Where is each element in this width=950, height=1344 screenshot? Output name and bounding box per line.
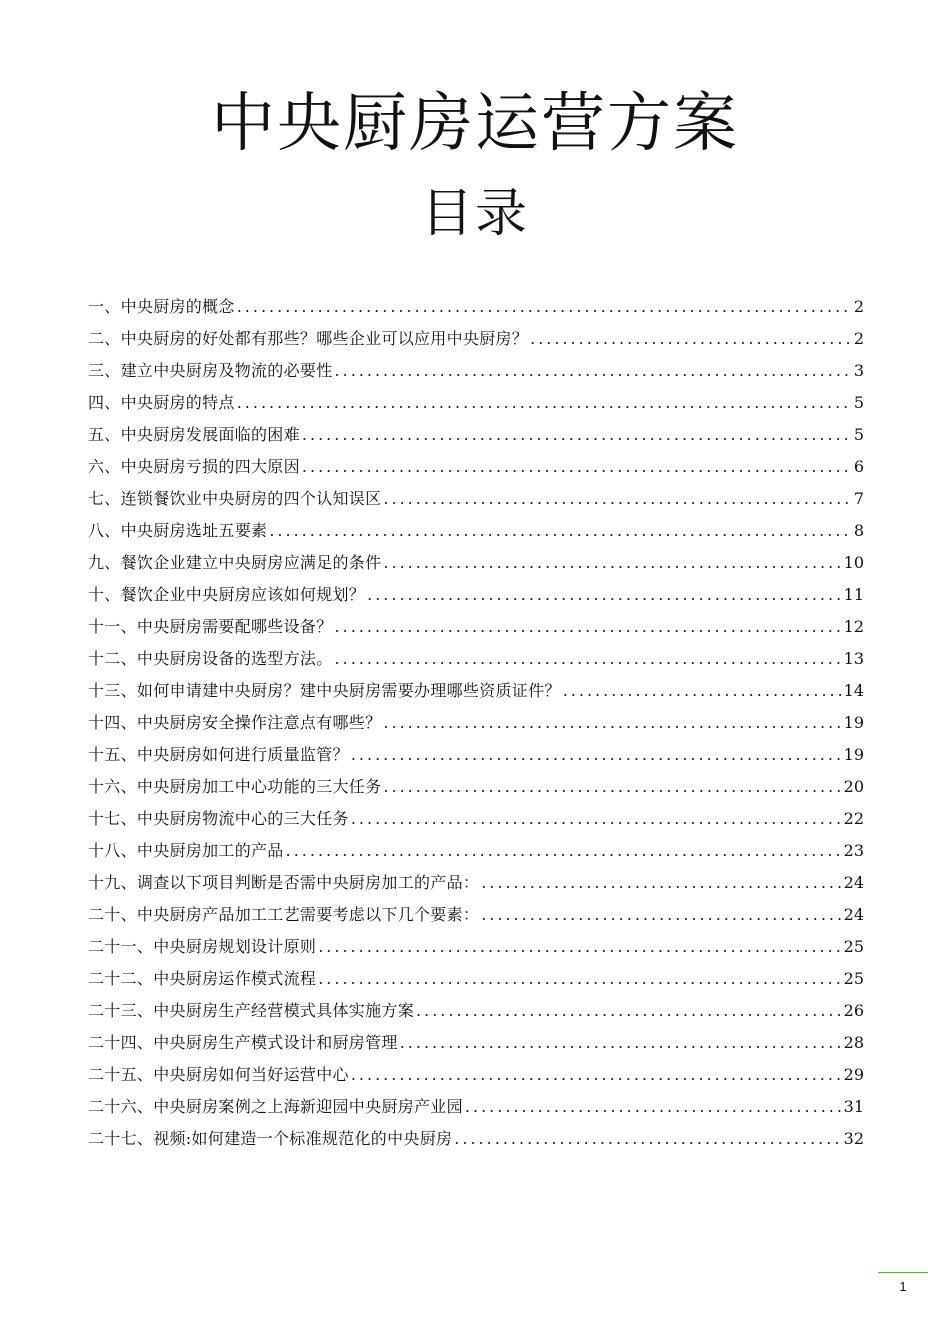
toc-entry-text: 六、中央厨房亏损的四大原因 (88, 457, 300, 476)
toc-heading: 目录 (420, 184, 529, 244)
toc-entry-page: 19 (843, 745, 864, 764)
toc-entry-page: 32 (843, 1129, 864, 1148)
toc-entry[interactable] (88, 643, 864, 675)
toc-leader-dots (481, 867, 841, 899)
toc-entry-page: 11 (843, 585, 864, 604)
toc-leader-dots (302, 419, 852, 451)
toc-entry-text: 十九、调查以下项目判断是否需中央厨房加工的产品： (88, 873, 480, 892)
toc-leader-dots (351, 739, 842, 771)
toc-entry-page: 6 (853, 457, 864, 476)
toc-leader-dots (351, 1059, 842, 1091)
toc-entry[interactable] (88, 931, 864, 963)
toc-leader-dots (335, 611, 842, 643)
toc-entry-page: 23 (843, 841, 864, 860)
footer-rule (878, 1272, 928, 1273)
toc-entry-page: 2 (853, 329, 864, 348)
toc-entry-page: 8 (853, 521, 864, 540)
toc-entry[interactable] (88, 547, 864, 579)
toc-entry-page: 5 (853, 425, 864, 444)
toc-entry-page: 22 (843, 809, 864, 828)
toc-entry[interactable] (88, 675, 864, 707)
toc-leader-dots (416, 995, 842, 1027)
toc-entry-page: 31 (843, 1097, 864, 1116)
toc-leader-dots (383, 483, 851, 515)
toc-entry-text: 二十、中央厨房产品加工工艺需要考虑以下几个要素： (88, 905, 480, 924)
toc-entry-page: 26 (843, 1001, 864, 1020)
toc-entry-page: 25 (843, 969, 864, 988)
toc-entry[interactable] (88, 739, 864, 771)
toc-entry[interactable] (88, 867, 864, 899)
toc-leader-dots (465, 1091, 842, 1123)
toc-entry-page: 13 (843, 649, 864, 668)
toc-entry[interactable] (88, 355, 864, 387)
toc-entry[interactable] (88, 803, 864, 835)
document-title: 中央厨房运营方案 (211, 87, 739, 161)
toc-leader-dots (383, 707, 841, 739)
toc-leader-dots (481, 899, 841, 931)
toc-leader-dots (318, 963, 841, 995)
toc-entry-text: 十五、中央厨房如何进行质量监管？ (88, 745, 349, 764)
toc-entry-text: 四、中央厨房的特点 (88, 393, 235, 412)
toc-entry-text: 二十七、视频:如何建造一个标准规范化的中央厨房 (88, 1129, 453, 1148)
toc-leader-dots (286, 835, 842, 867)
toc-entry-page: 24 (843, 905, 864, 924)
toc-entry-text: 十七、中央厨房物流中心的三大任务 (88, 809, 349, 828)
toc-entry-text: 五、中央厨房发展面临的困难 (88, 425, 300, 444)
toc-entry-text: 七、连锁餐饮业中央厨房的四个认知误区 (88, 489, 382, 508)
toc-entry-text: 二十一、中央厨房规划设计原则 (88, 937, 317, 956)
toc-entry-page: 14 (843, 681, 864, 700)
toc-entry-page: 28 (843, 1033, 864, 1052)
toc-entry[interactable] (88, 515, 864, 547)
toc-entry-text: 十一、中央厨房需要配哪些设备？ (88, 617, 333, 636)
toc-leader-dots (318, 931, 841, 963)
toc-entry-page: 25 (843, 937, 864, 956)
toc-leader-dots (400, 1027, 842, 1059)
toc-entry-text: 十四、中央厨房安全操作注意点有哪些？ (88, 713, 382, 732)
toc-leader-dots (302, 451, 852, 483)
toc-entry-page: 10 (843, 553, 864, 572)
toc-entry[interactable] (88, 451, 864, 483)
toc-entry[interactable] (88, 579, 864, 611)
toc-entry[interactable] (88, 1091, 864, 1123)
toc-entry-text: 二、中央厨房的好处都有那些？哪些企业可以应用中央厨房？ (88, 329, 529, 348)
toc-entry-text: 二十五、中央厨房如何当好运营中心 (88, 1065, 349, 1084)
toc-leader-dots (383, 771, 841, 803)
toc-entry-page: 3 (853, 361, 864, 380)
toc-entry[interactable] (88, 771, 864, 803)
toc-entry-text: 一、中央厨房的概念 (88, 297, 235, 316)
toc-leader-dots (269, 515, 852, 547)
toc-entry[interactable] (88, 419, 864, 451)
toc-entry-page: 20 (843, 777, 864, 796)
toc-entry[interactable] (88, 835, 864, 867)
toc-entry-page: 7 (853, 489, 864, 508)
toc-entry-text: 十六、中央厨房加工中心功能的三大任务 (88, 777, 382, 796)
toc-entry-text: 二十六、中央厨房案例之上海新迎园中央厨房产业园 (88, 1097, 463, 1116)
toc-leader-dots (383, 547, 841, 579)
toc-entry[interactable] (88, 387, 864, 419)
toc-leader-dots (335, 355, 852, 387)
toc-leader-dots (335, 643, 842, 675)
toc-entry[interactable] (88, 899, 864, 931)
toc-leader-dots (563, 675, 842, 707)
toc-entry-text: 二十四、中央厨房生产模式设计和厨房管理 (88, 1033, 398, 1052)
toc-entry[interactable] (88, 1059, 864, 1091)
toc-entry[interactable] (88, 1123, 864, 1155)
toc-entry-page: 29 (843, 1065, 864, 1084)
toc-leader-dots (237, 291, 852, 323)
toc-entry-page: 19 (843, 713, 864, 732)
toc-entry[interactable] (88, 707, 864, 739)
toc-entry-text: 八、中央厨房选址五要素 (88, 521, 268, 540)
toc-entry[interactable] (88, 963, 864, 995)
toc-entry[interactable] (88, 1027, 864, 1059)
toc-entry-page: 5 (853, 393, 864, 412)
toc-leader-dots (237, 387, 852, 419)
toc-leader-dots (530, 323, 852, 355)
page-number: 1 (899, 1279, 907, 1294)
toc-entry-text: 十二、中央厨房设备的选型方法。 (88, 649, 333, 668)
toc-leader-dots (367, 579, 842, 611)
toc-entry-text: 二十二、中央厨房运作模式流程 (88, 969, 317, 988)
toc-entry-page: 2 (853, 297, 864, 316)
toc-entry[interactable] (88, 611, 864, 643)
toc-leader-dots (454, 1123, 841, 1155)
toc-entry[interactable] (88, 483, 864, 515)
toc-entry-text: 十、餐饮企业中央厨房应该如何规划？ (88, 585, 366, 604)
toc-entry-page: 24 (843, 873, 864, 892)
toc-leader-dots (351, 803, 842, 835)
toc-entry-text: 十三、如何申请建中央厨房？建中央厨房需要办理哪些资质证件？ (88, 681, 561, 700)
toc-entry-text: 九、餐饮企业建立中央厨房应满足的条件 (88, 553, 382, 572)
table-of-contents (88, 291, 864, 1155)
toc-entry-text: 二十三、中央厨房生产经营模式具体实施方案 (88, 1001, 415, 1020)
toc-entry[interactable] (88, 323, 864, 355)
toc-entry[interactable] (88, 995, 864, 1027)
toc-entry-text: 十八、中央厨房加工的产品 (88, 841, 284, 860)
toc-entry-page: 12 (843, 617, 864, 636)
toc-entry-text: 三、建立中央厨房及物流的必要性 (88, 361, 333, 380)
toc-entry[interactable] (88, 291, 864, 323)
